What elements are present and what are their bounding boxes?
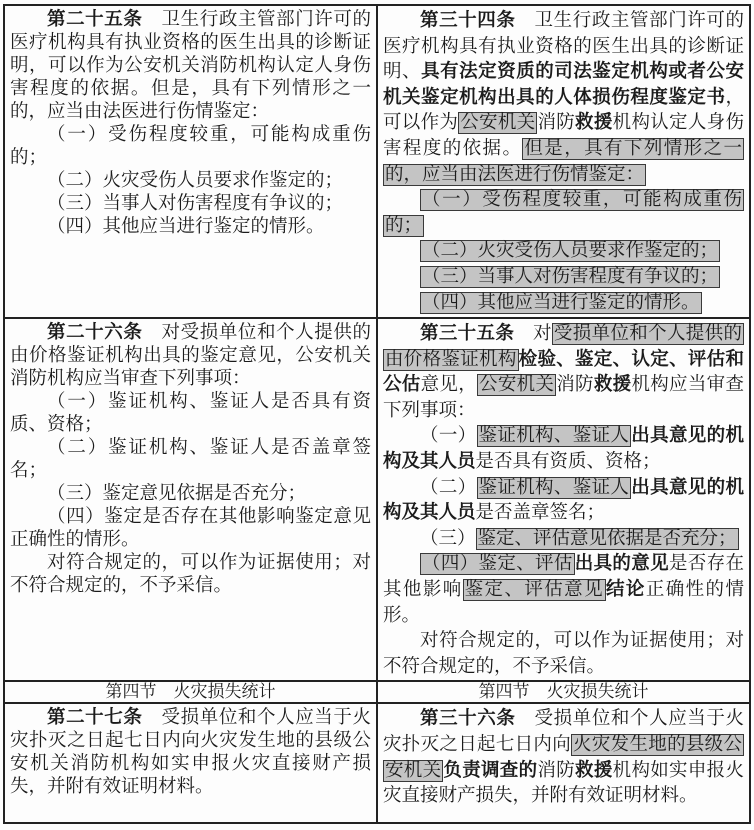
- inserted-text: 救援: [593, 375, 632, 396]
- text-run: （一）鉴证机构、鉴证人是否具有资质、资格；: [10, 392, 371, 435]
- text-run: 机构认定人身伤害程度的依据。: [383, 113, 744, 159]
- paragraph: [10, 193, 371, 216]
- paragraph: [10, 9, 371, 124]
- inserted-text: 第二十六条: [47, 323, 143, 343]
- deleted-text-highlight: 鉴证机构、鉴证人: [478, 477, 630, 498]
- paragraph: [383, 424, 744, 475]
- deleted-text-highlight: 但是，具有下列情形之一的，应当由法医进行伤情鉴定：: [385, 138, 742, 185]
- row-article-27-vs-36: [4, 703, 750, 823]
- text-run: （三）鉴定意见依据是否充分；: [47, 484, 307, 504]
- paragraph: [10, 707, 371, 799]
- text-run: 正确性的情形。: [383, 579, 744, 626]
- inserted-text: 出具意见的机构及其人员: [383, 477, 744, 524]
- section-title-right: 第四节 火灾损失统计: [478, 682, 649, 702]
- inserted-text: 具有法定资质的司法鉴定机构或者公安机关鉴定机构出具的人体损伤程度鉴定书: [383, 62, 744, 108]
- deleted-text-highlight: （二）火灾受伤人员要求作鉴定的；: [422, 241, 719, 262]
- row-article-26-vs-35: [4, 318, 750, 681]
- paragraph: [383, 552, 744, 629]
- inserted-text: 第二十七条: [47, 708, 143, 729]
- text-run: 受损单位和个人应当于火灾扑灭之日起七日内向火灾发生地的县级公安机关消防机构如实申报火灾直接财产损失，并附有效证明材料。: [10, 708, 371, 798]
- inserted-text: 第三十四条: [420, 11, 516, 31]
- paragraph: [10, 552, 371, 598]
- text-run: 意见，: [420, 375, 478, 396]
- article-cell-left-0: [4, 5, 377, 318]
- text-run: （四）其他应当进行鉴定的情形。: [47, 217, 325, 237]
- text-run: （二）火灾受伤人员要求作鉴定的；: [47, 171, 344, 191]
- paragraph: [383, 265, 744, 291]
- text-run: 是否存在其他影响: [383, 554, 744, 600]
- paragraph: [383, 9, 744, 188]
- deleted-text-highlight: （四）鉴定、评估: [422, 554, 573, 575]
- paragraph: [383, 476, 744, 527]
- text-run: 对符合规定的，可以作为证据使用；对不符合规定的，不予采信。: [383, 631, 744, 677]
- inserted-text: 出具的意见: [574, 554, 669, 575]
- article-cell-left-3: [4, 703, 377, 823]
- paragraph: [383, 629, 744, 680]
- paragraph: [383, 707, 744, 809]
- inserted-text: 第二十五条: [47, 10, 143, 30]
- text-run: （一）: [420, 426, 477, 447]
- deleted-text-highlight: （四）其他应当进行鉴定的情形。: [422, 292, 700, 313]
- text-run: （四）鉴定是否存在其他影响鉴定意见正确性的情形。: [10, 507, 371, 550]
- article-cell-left-1: [4, 318, 377, 681]
- row-section-4: [4, 681, 750, 703]
- text-run: 卫生行政主管部门许可的医疗机构具有执业资格的医生出具的诊断证明，可以作为公安机关消防机构认定人身伤害程度的依据。但是，具有下列情形之一的，应当由法医进行伤情鉴定：: [10, 10, 371, 122]
- deleted-text-highlight: 鉴证机构、鉴证人: [478, 426, 630, 447]
- text-run: （二）: [420, 477, 477, 498]
- inserted-text: 救援: [575, 760, 613, 781]
- deleted-text-highlight: 火灾发生地的县级公安机关: [385, 734, 742, 781]
- inserted-text: 救援: [575, 113, 613, 134]
- paragraph: [383, 527, 744, 553]
- deleted-text-highlight: 受损单位和个人提供的由价格鉴证机构: [385, 324, 742, 370]
- deleted-text-highlight: 公安机关: [460, 113, 536, 134]
- paragraph: [10, 483, 371, 506]
- text-run: 是否盖章签名；: [475, 503, 606, 524]
- row-article-25-vs-34: [4, 5, 750, 318]
- text-run: （三）当事人对伤害程度有争议的；: [47, 194, 344, 214]
- text-run: 对: [514, 324, 552, 344]
- paragraph: [10, 124, 371, 170]
- text-run: （一）受伤程度较重，可能构成重伤的；: [10, 125, 371, 168]
- text-run: 消防: [556, 375, 594, 396]
- inserted-text: 出具意见的机构及其人员: [383, 426, 744, 472]
- article-cell-right-3: [377, 703, 750, 823]
- paragraph: [10, 322, 371, 391]
- paragraph: [383, 188, 744, 239]
- deleted-text-highlight: 鉴定、评估意见依据是否充分；: [477, 528, 737, 549]
- text-run: ，可以作为: [383, 87, 744, 134]
- text-run: （三）: [420, 528, 476, 549]
- text-run: 是否具有资质、资格；: [475, 451, 661, 472]
- article-cell-right-1: [377, 318, 750, 681]
- comparison-table: [3, 4, 751, 824]
- section-title-left: 第四节 火灾损失统计: [105, 682, 276, 702]
- text-run: 消防: [537, 113, 576, 134]
- paragraph: [10, 437, 371, 483]
- paragraph: [10, 170, 371, 193]
- text-run: 机构如实申报火灾直接财产损失，并附有效证明材料。: [383, 760, 744, 807]
- paragraph: [383, 322, 744, 424]
- text-run: （二）鉴证机构、鉴证人是否盖章签名；: [10, 438, 371, 481]
- text-run: 对符合规定的，可以作为证据使用；对不符合规定的，不予采信。: [10, 553, 371, 596]
- text-run: 卫生行政主管部门许可的医疗机构具有执业资格的医生出具的诊断证明、: [383, 11, 744, 83]
- paragraph: [383, 291, 744, 317]
- deleted-text-highlight: （一）受伤程度较重，可能构成重伤的；: [385, 190, 742, 236]
- paragraph: [383, 239, 744, 265]
- inserted-text: 检验、鉴定、认定、评估和公估: [383, 349, 744, 396]
- deleted-text-highlight: （三）当事人对伤害程度有争议的；: [422, 266, 719, 287]
- inserted-text: 结论: [606, 579, 646, 600]
- paragraph: [10, 391, 371, 437]
- deleted-text-highlight: 鉴定、评估意见: [464, 579, 604, 600]
- text-run: 受损单位和个人应当于火灾扑灭之日起七日内向: [383, 709, 744, 755]
- inserted-text: 第三十六条: [420, 709, 516, 730]
- inserted-text: 第三十五条: [420, 324, 515, 344]
- table-body: [4, 5, 750, 823]
- text-run: 消防: [537, 760, 576, 781]
- section-cell-left-2: [4, 681, 377, 703]
- text-run: 机构应当审查下列事项：: [383, 375, 744, 421]
- paragraph: [10, 216, 371, 239]
- deleted-text-highlight: 公安机关: [479, 375, 555, 396]
- section-cell-right-2: [377, 681, 750, 703]
- paragraph: [10, 506, 371, 552]
- article-cell-right-0: [377, 5, 750, 318]
- text-run: 对受损单位和个人提供的由价格鉴证机构出具的鉴定意见，公安机关消防机构应当审查下列事项：: [10, 323, 371, 389]
- inserted-text: 负责调查的: [443, 760, 538, 781]
